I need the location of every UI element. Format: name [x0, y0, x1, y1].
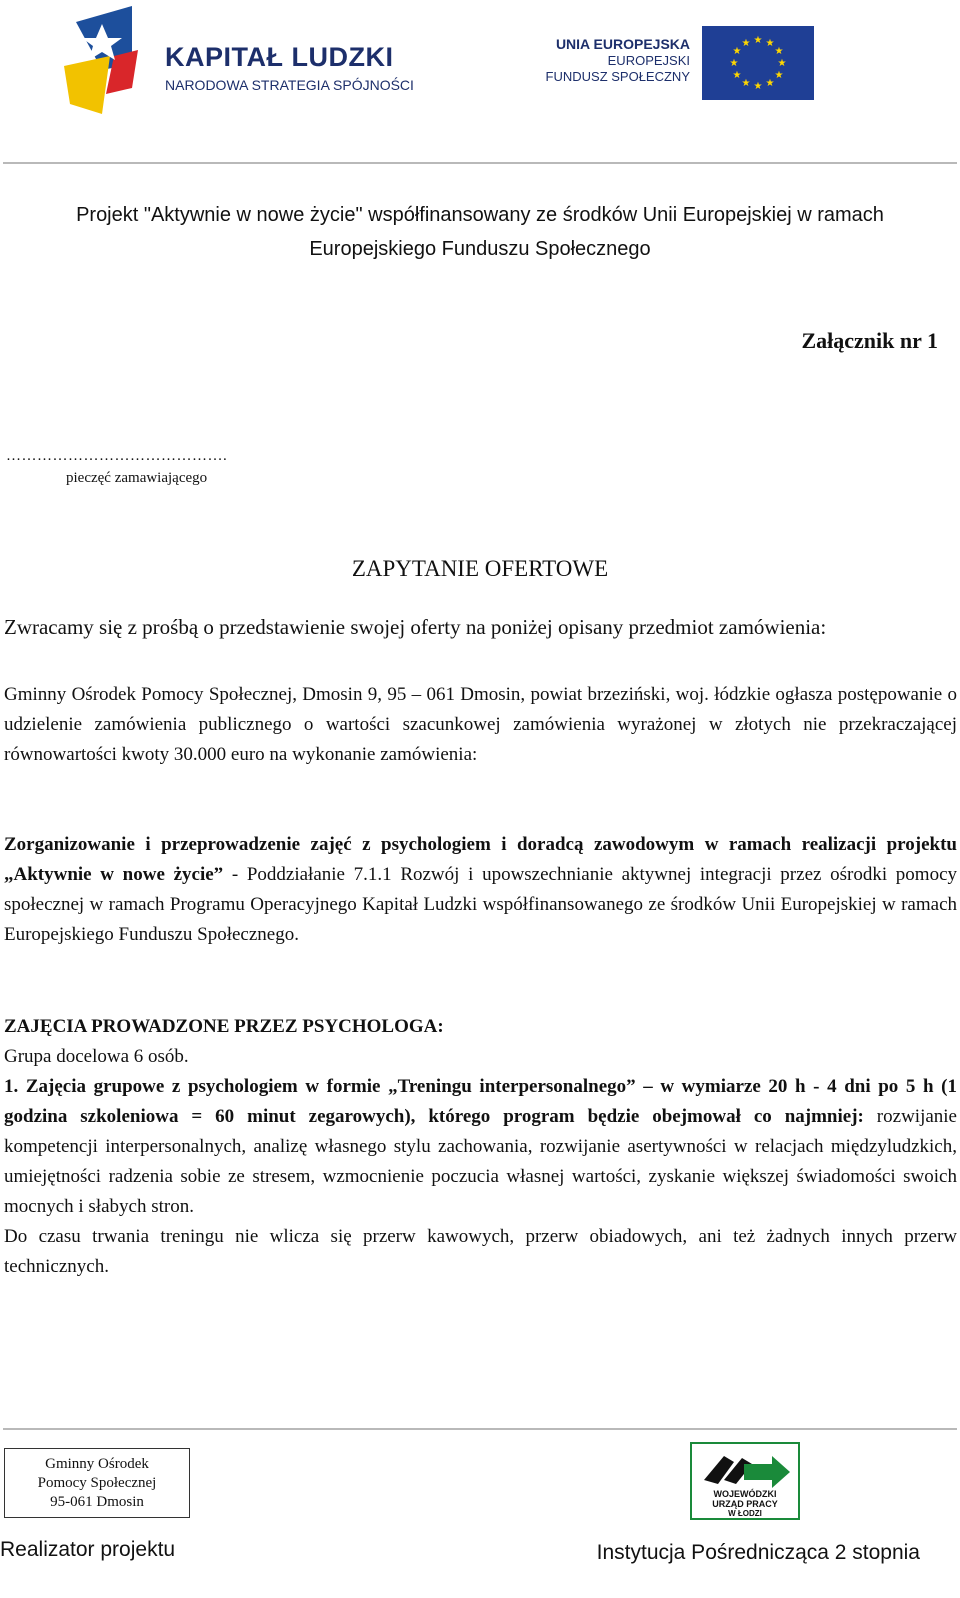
eu-line-2: EUROPEJSKI: [607, 53, 690, 68]
eu-fund-label: [538, 36, 690, 85]
wup-line-2: URZĄD PRACY: [712, 1499, 778, 1509]
gops-box-line-1: Gminny Ośrodek: [45, 1456, 149, 1472]
wup-lodz-logo: [690, 1442, 800, 1520]
gops-box-line-2: Pomocy Społecznej: [37, 1475, 157, 1491]
intermediate-institution-label: Instytucja Pośrednicząca 2 stopnia: [596, 1541, 920, 1564]
attachment-number: Załącznik nr 1: [801, 328, 938, 353]
item-1-bold: 1. Zajęcia grupowe z psychologiem w formie „Treningu interpersonalnego” – w wymiarze 20 h - 4 dni po 5 h (1 godzina szkoleniowa = 60 minut zegarowych), którego program będzie obejmował co najmniej:: [4, 1076, 957, 1127]
project-line-1: Projekt "Aktywnie w nowe życie" współfinansowany ze środków Unii Europejskiej w ramach: [76, 204, 884, 226]
item-1-rest: rozwijanie kompetencji interpersonalnych, analizę własnego stylu zachowania, rozwijanie asertywności w relacjach międzyludzkich, umiejętności radzenia sobie ze stresem, wzmocnienie poczucia własnej wartości, zyskanie większej świadomości swoich mocnych i słabych stron.: [4, 1106, 957, 1217]
kapital-ludzki-title: KAPITAŁ LUDZKI: [165, 42, 394, 72]
psychologist-item-1: [4, 1072, 957, 1222]
svg-text:★: ★: [753, 35, 763, 46]
document-title: ZAPYTANIE OFERTOWE: [351, 556, 609, 581]
svg-text:★: ★: [765, 78, 775, 89]
eu-line-1: UNIA EUROPEJSKA: [555, 36, 690, 52]
contracting-authority-paragraph: Gminny Ośrodek Pomocy Społecznej, Dmosin 9, 95 – 061 Dmosin, powiat brzeziński, woj. łódzkie ogłasza postępowanie o udzielenie zamówienia publicznego o wartości szacunkowej zamówienia wyrażonej w złotych nie przekraczającej równowartości kwoty 30.000 euro na wykonanie zamówienia:: [4, 684, 957, 765]
target-group: Grupa docelowa 6 osób.: [4, 1046, 189, 1067]
gops-stamp-box: [4, 1448, 190, 1518]
stamp-label: pieczęć zamawiającego: [66, 470, 208, 486]
svg-text:★: ★: [774, 46, 784, 57]
wup-line-1: WOJEWÓDZKI: [713, 1489, 777, 1499]
footer-divider: [3, 1428, 957, 1430]
svg-text:★: ★: [741, 38, 751, 49]
stamp-placeholder: …………………………………….: [6, 448, 228, 464]
wup-line-3: W ŁODZI: [728, 1509, 762, 1518]
order-subject-rest: - Poddziałanie 7.1.1 Rozwój i upowszechnianie aktywnej integracji przez ośrodki pomocy społecznej w ramach Programu Operacyjnego Kapitał Ludzki współfinansowanego ze środków Unii Europejskiej w ramach Europejskiego Funduszu Społecznego.: [4, 864, 957, 945]
svg-text:★: ★: [777, 58, 787, 69]
request-paragraph: Zwracamy się z prośbą o przedstawienie swojej oferty na poniżej opisany przedmiot zamówienia:: [4, 615, 827, 639]
eu-flag-icon: [702, 26, 814, 100]
svg-text:★: ★: [741, 78, 751, 89]
svg-text:★: ★: [753, 81, 763, 92]
project-line-2: Europejskiego Funduszu Społecznego: [309, 238, 651, 260]
eu-line-3: FUNDUSZ SPOŁECZNY: [545, 69, 690, 84]
psychologist-section: [4, 1012, 957, 1282]
svg-text:★: ★: [729, 58, 739, 69]
order-subject-paragraph: [4, 830, 957, 950]
gops-box-line-3: 95-061 Dmosin: [50, 1494, 144, 1510]
project-implementer-label: Realizator projektu: [0, 1538, 176, 1561]
kapital-ludzki-subtitle: NARODOWA STRATEGIA SPÓJNOŚCI: [165, 77, 414, 93]
svg-text:★: ★: [732, 70, 742, 81]
svg-text:★: ★: [774, 70, 784, 81]
order-subject-bold: Zorganizowanie i przeprowadzenie zajęć z psychologiem i doradcą zawodowym w ramach realizacji projektu „Aktywnie w nowe życie”: [4, 834, 957, 885]
psychologist-heading: ZAJĘCIA PROWADZONE PRZEZ PSYCHOLOGA:: [4, 1016, 444, 1037]
break-note: Do czasu trwania treningu nie wlicza się przerw kawowych, przerw obiadowych, ani też żadnych innych przerw technicznych.: [4, 1226, 957, 1277]
svg-text:★: ★: [765, 38, 775, 49]
project-funding-line: [0, 198, 960, 266]
header-divider: [3, 162, 957, 164]
svg-text:★: ★: [732, 46, 742, 57]
